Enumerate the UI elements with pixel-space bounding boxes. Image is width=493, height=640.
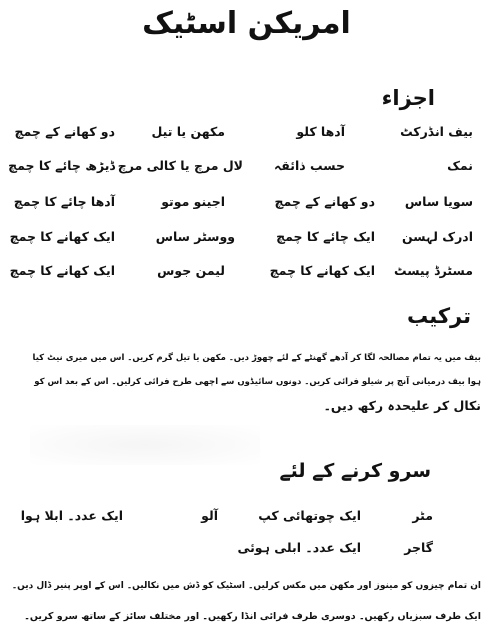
method-heading: ترکیب <box>407 304 471 328</box>
ingredient-name: لیمن جوس <box>157 263 225 278</box>
serving-item: آلو <box>201 508 218 523</box>
serving-amount: ایک عدد۔ ابلی ہوئی <box>237 540 361 555</box>
ingredient-amount: دو کھانے کے چمچ <box>274 194 375 209</box>
ingredient-name: مکھن یا تیل <box>151 124 225 139</box>
ingredient-amount: ڈیڑھ چائے کا چمچ <box>8 158 115 173</box>
serving-item: مٹر <box>412 508 433 523</box>
method-line: ہوا بیف درمیانی آنچ پر شیلو فرائی کریں۔ دونوں سائیڈوں سے اچھی طرح فرائی کرلیں۔ اس کے بعد اس کو <box>34 377 481 387</box>
ingredient-name: اجینو موتو <box>161 194 225 209</box>
serving-amount: ایک چوتھائی کپ <box>258 508 361 523</box>
serving-heading: سرو کرنے کے لئے <box>279 460 431 482</box>
ingredient-name: لال مرچ یا کالی مرچ <box>117 158 243 173</box>
serving-amount: ایک عدد۔ ابلا ہوا <box>20 508 123 523</box>
ingredient-name: سویا ساس <box>404 194 473 209</box>
ingredient-amount: آدھا کلو <box>296 124 345 139</box>
ingredient-name: نمک <box>447 158 473 173</box>
serving-line: ایک طرف سبزیاں رکھیں۔ دوسری طرف فرائی انڈا رکھیں۔ اور مختلف سائز کے ساتھ سرو کریں۔ <box>24 611 481 622</box>
ingredient-amount: آدھا چائے کا چمچ <box>13 194 115 209</box>
ingredient-name: بیف انڈرکٹ <box>400 124 473 139</box>
ingredient-amount: ایک کھانے کا چمچ <box>269 263 375 278</box>
method-line: نکال کر علیحدہ رکھ دیں۔ <box>323 398 481 413</box>
ingredient-amount: ایک چائے کا چمچ <box>276 229 375 244</box>
ingredient-amount: دو کھانے کے چمچ <box>14 124 115 139</box>
ingredients-heading: اجزاء <box>381 86 435 110</box>
serving-item: گاجر <box>404 540 433 555</box>
serving-line: ان تمام چیزوں کو مینوز اور مکھن میں مکس کرلیں۔ اسٹیک کو ڈش میں نکالیں۔ اس کے اوپر پنیر ڈال دیں۔ <box>11 581 481 591</box>
page-title: امریکن اسٹیک <box>142 6 351 41</box>
ingredient-amount: ایک کھانے کا چمچ <box>9 229 115 244</box>
ingredient-name: ادرک لہسن <box>401 229 473 244</box>
ingredient-amount: ایک کھانے کا چمچ <box>9 263 115 278</box>
ingredient-name: ووسٹر ساس <box>155 229 235 244</box>
method-line: بیف میں یہ تمام مصالحہ لگا کر آدھے گھنٹے کے لئے چھوڑ دیں۔ مکھن یا تیل گرم کریں۔ اس میں میری نیٹ کیا <box>32 353 481 363</box>
ingredient-name: مسٹرڈ پیسٹ <box>393 263 473 278</box>
ingredient-amount: حسب ذائقہ <box>273 158 345 173</box>
scan-smudge <box>30 425 260 465</box>
